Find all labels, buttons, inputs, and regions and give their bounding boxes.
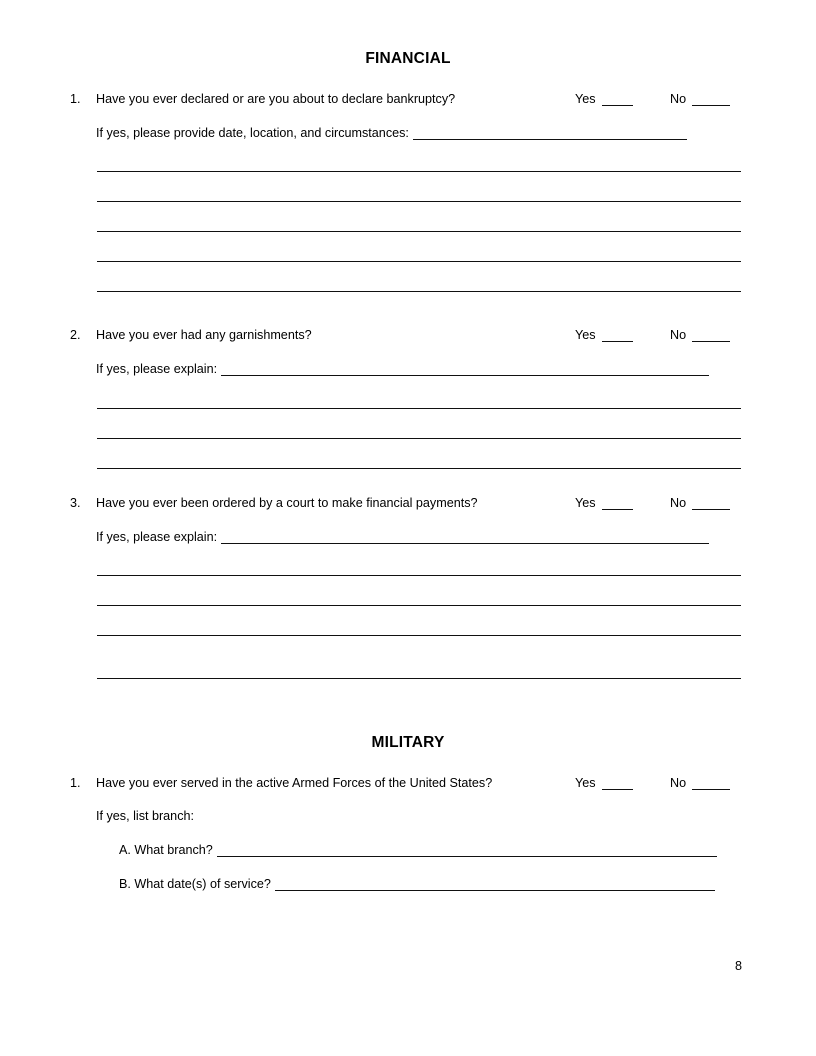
no-answer-blank[interactable] — [692, 93, 730, 106]
answer-line[interactable] — [97, 291, 741, 292]
no-label: No — [670, 496, 687, 510]
answer-line[interactable] — [97, 171, 741, 172]
question-text: Have you ever had any garnishments? — [96, 328, 312, 342]
yes-answer-blank[interactable] — [602, 329, 633, 342]
no-answer-blank[interactable] — [692, 777, 730, 790]
no-label: No — [670, 776, 687, 790]
sub-item-answer-line[interactable] — [217, 843, 717, 857]
answer-line[interactable] — [97, 605, 741, 606]
question-number: 1. — [70, 92, 81, 106]
yes-option-military-1 — [575, 776, 633, 790]
page-number: 8 — [735, 959, 743, 973]
question-number: 2. — [70, 328, 81, 342]
question-number: 3. — [70, 496, 81, 510]
answer-line[interactable] — [97, 635, 741, 636]
sub-item-label: B. What date(s) of service? — [119, 877, 271, 891]
question-text: Have you ever declared or are you about to declare bankruptcy? — [96, 92, 456, 106]
no-answer-blank[interactable] — [692, 497, 730, 510]
no-option-financial-3 — [670, 496, 730, 510]
answer-line[interactable] — [97, 408, 741, 409]
answer-line[interactable] — [97, 468, 741, 469]
sub-item-dates-of-service — [119, 877, 715, 895]
followup-label: If yes, please explain: — [96, 530, 218, 544]
section-heading-military: MILITARY — [371, 734, 445, 751]
yes-label: Yes — [575, 92, 596, 106]
yes-label: Yes — [575, 496, 596, 510]
yes-option-financial-2 — [575, 328, 633, 342]
question-row-military-1 — [70, 776, 816, 794]
yes-answer-blank[interactable] — [602, 93, 633, 106]
no-label: No — [670, 92, 687, 106]
followup-financial-1 — [96, 126, 687, 144]
answer-line[interactable] — [97, 678, 741, 679]
answer-line[interactable] — [97, 201, 741, 202]
question-text: Have you ever served in the active Armed Forces of the United States? — [96, 776, 493, 790]
question-row-financial-2 — [70, 328, 816, 346]
yes-answer-blank[interactable] — [602, 497, 633, 510]
answer-line[interactable] — [97, 261, 741, 262]
question-text: Have you ever been ordered by a court to make financial payments? — [96, 496, 478, 510]
yes-answer-blank[interactable] — [602, 777, 633, 790]
question-row-financial-1 — [70, 92, 816, 110]
question-row-financial-3 — [70, 496, 816, 514]
answer-line[interactable] — [97, 575, 741, 576]
yes-label: Yes — [575, 776, 596, 790]
no-answer-blank[interactable] — [692, 329, 730, 342]
sub-item-branch — [119, 843, 717, 861]
yes-option-financial-3 — [575, 496, 633, 510]
no-option-military-1 — [670, 776, 730, 790]
sub-item-label: A. What branch? — [119, 843, 213, 857]
sub-item-answer-line[interactable] — [275, 877, 715, 891]
section-heading-financial: FINANCIAL — [365, 50, 451, 67]
followup-financial-2 — [96, 362, 709, 380]
followup-label: If yes, please provide date, location, and circumstances: — [96, 126, 409, 140]
followup-financial-3 — [96, 530, 709, 548]
no-option-financial-1 — [670, 92, 730, 106]
followup-military-1 — [96, 809, 194, 827]
question-number: 1. — [70, 776, 81, 790]
followup-label: If yes, please explain: — [96, 362, 218, 376]
answer-line[interactable] — [97, 231, 741, 232]
no-label: No — [670, 328, 687, 342]
yes-label: Yes — [575, 328, 596, 342]
no-option-financial-2 — [670, 328, 730, 342]
followup-label: If yes, list branch: — [96, 809, 194, 823]
answer-line[interactable] — [97, 438, 741, 439]
yes-option-financial-1 — [575, 92, 633, 106]
followup-answer-line[interactable] — [221, 530, 709, 544]
followup-answer-line[interactable] — [221, 362, 709, 376]
followup-answer-line[interactable] — [413, 126, 687, 140]
